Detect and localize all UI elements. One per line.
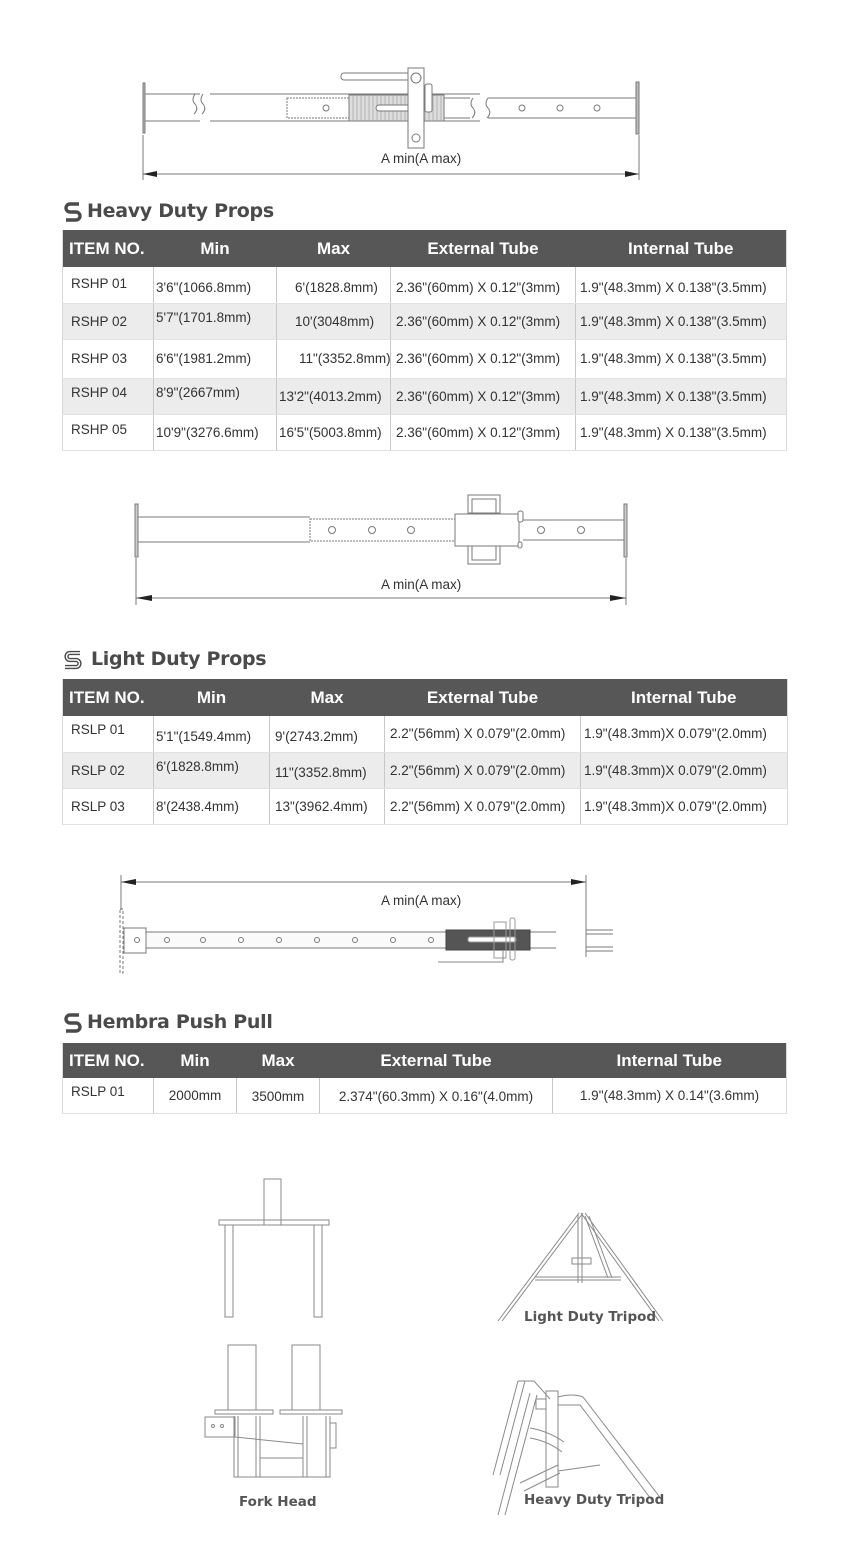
table-row <box>63 267 787 303</box>
column-header: ITEM NO. <box>63 230 154 267</box>
item-no: RSLP 01 <box>63 1078 154 1113</box>
table-row <box>63 752 788 788</box>
min: 5'1"(1549.4mm) <box>154 716 270 752</box>
column-header: Internal Tube <box>576 230 787 267</box>
light-duty-props-table <box>62 679 788 825</box>
caption-fork-head: Fork Head <box>239 1494 317 1510</box>
table-header-row <box>63 1043 787 1078</box>
internal-tube: 1.9"(48.3mm) X 0.138"(3.5mm) <box>576 303 787 339</box>
min: 10'9"(3276.6mm) <box>154 414 277 450</box>
max: 11"(3352.8mm) <box>270 752 385 788</box>
external-tube: 2.36"(60mm) X 0.12"(3mm) <box>391 267 576 303</box>
item-no: RSHP 02 <box>63 303 154 339</box>
item-no: RSLP 03 <box>63 788 154 824</box>
column-header: Max <box>270 679 385 716</box>
column-header: ITEM NO. <box>63 1043 154 1078</box>
column-header: External Tube <box>385 679 581 716</box>
internal-tube: 1.9"(48.3mm) X 0.138"(3.5mm) <box>576 378 787 414</box>
external-tube: 2.374"(60.3mm) X 0.16"(4.0mm) <box>320 1078 553 1113</box>
column-header: Internal Tube <box>581 679 788 716</box>
s-logo-outline-icon <box>62 648 84 670</box>
column-header: ITEM NO. <box>63 679 154 716</box>
item-no: RSHP 04 <box>63 378 154 414</box>
table-header-row <box>63 230 787 267</box>
max: 16'5"(5003.8mm) <box>277 414 391 450</box>
internal-tube: 1.9"(48.3mm) X 0.138"(3.5mm) <box>576 414 787 450</box>
external-tube: 2.2"(56mm) X 0.079"(2.0mm) <box>385 788 581 824</box>
light-duty-prop-diagram <box>120 480 680 610</box>
push-pull-prop-diagram <box>110 865 710 975</box>
base-plate-drawing <box>215 1175 335 1320</box>
item-no: RSLP 02 <box>63 752 154 788</box>
min: 8'9"(2667mm) <box>154 378 277 414</box>
internal-tube: 1.9"(48.3mm) X 0.138"(3.5mm) <box>576 339 787 378</box>
external-tube: 2.36"(60mm) X 0.12"(3mm) <box>391 339 576 378</box>
table-row <box>63 303 787 339</box>
section-title-hembra-push-pull <box>62 1011 273 1033</box>
max: 3500mm <box>237 1078 320 1113</box>
section-title-heavy-duty <box>62 200 274 222</box>
internal-tube: 1.9"(48.3mm)X 0.079"(2.0mm) <box>581 788 788 824</box>
dimension-label: A min(A max) <box>381 893 462 908</box>
item-no: RSLP 01 <box>63 716 154 752</box>
external-tube: 2.36"(60mm) X 0.12"(3mm) <box>391 378 576 414</box>
dimension-label: A min(A max) <box>381 577 462 592</box>
column-header: Min <box>154 679 270 716</box>
table-row <box>63 378 787 414</box>
item-no: RSHP 05 <box>63 414 154 450</box>
column-header: Internal Tube <box>553 1043 787 1078</box>
table-row <box>63 1078 787 1113</box>
column-header: Max <box>277 230 391 267</box>
table-row <box>63 716 788 752</box>
caption-heavy-duty-tripod: Heavy Duty Tripod <box>524 1492 665 1508</box>
table-row <box>63 339 787 378</box>
heavy-duty-prop-diagram <box>130 60 680 190</box>
column-header: External Tube <box>391 230 576 267</box>
internal-tube: 1.9"(48.3mm)X 0.079"(2.0mm) <box>581 752 788 788</box>
fork-head-drawing <box>200 1340 350 1490</box>
min: 6'6"(1981.2mm) <box>154 339 277 378</box>
hembra-push-pull-table <box>62 1043 787 1114</box>
max: 13'2"(4013.2mm) <box>277 378 391 414</box>
item-no: RSHP 01 <box>63 267 154 303</box>
min: 5'7"(1701.8mm) <box>154 303 277 339</box>
column-header: Min <box>154 1043 237 1078</box>
table-header-row <box>63 679 788 716</box>
external-tube: 2.2"(56mm) X 0.079"(2.0mm) <box>385 752 581 788</box>
min: 2000mm <box>154 1078 237 1113</box>
min: 6'(1828.8mm) <box>154 752 270 788</box>
max: 11"(3352.8mm) <box>277 339 391 378</box>
table-row <box>63 788 788 824</box>
external-tube: 2.2"(56mm) X 0.079"(2.0mm) <box>385 716 581 752</box>
internal-tube: 1.9"(48.3mm) X 0.138"(3.5mm) <box>576 267 787 303</box>
section-title-text: Light Duty Props <box>91 648 267 670</box>
heavy-duty-props-table <box>62 230 787 451</box>
dimension-label: A min(A max) <box>381 151 462 166</box>
column-header: Max <box>237 1043 320 1078</box>
section-title-light-duty <box>62 648 266 670</box>
internal-tube: 1.9"(48.3mm) X 0.14"(3.6mm) <box>553 1078 787 1113</box>
s-logo-icon <box>62 1011 84 1033</box>
max: 10'(3048mm) <box>277 303 391 339</box>
external-tube: 2.36"(60mm) X 0.12"(3mm) <box>391 303 576 339</box>
internal-tube: 1.9"(48.3mm)X 0.079"(2.0mm) <box>581 716 788 752</box>
max: 9'(2743.2mm) <box>270 716 385 752</box>
column-header: Min <box>154 230 277 267</box>
column-header: External Tube <box>320 1043 553 1078</box>
caption-light-duty-tripod: Light Duty Tripod <box>524 1309 657 1325</box>
max: 6'(1828.8mm) <box>277 267 391 303</box>
item-no: RSHP 03 <box>63 339 154 378</box>
external-tube: 2.36"(60mm) X 0.12"(3mm) <box>391 414 576 450</box>
section-title-text: Heavy Duty Props <box>87 200 274 222</box>
min: 3'6"(1066.8mm) <box>154 267 277 303</box>
max: 13"(3962.4mm) <box>270 788 385 824</box>
section-title-text: Hembra Push Pull <box>87 1011 273 1033</box>
s-logo-icon <box>62 200 84 222</box>
table-row <box>63 414 787 450</box>
min: 8'(2438.4mm) <box>154 788 270 824</box>
